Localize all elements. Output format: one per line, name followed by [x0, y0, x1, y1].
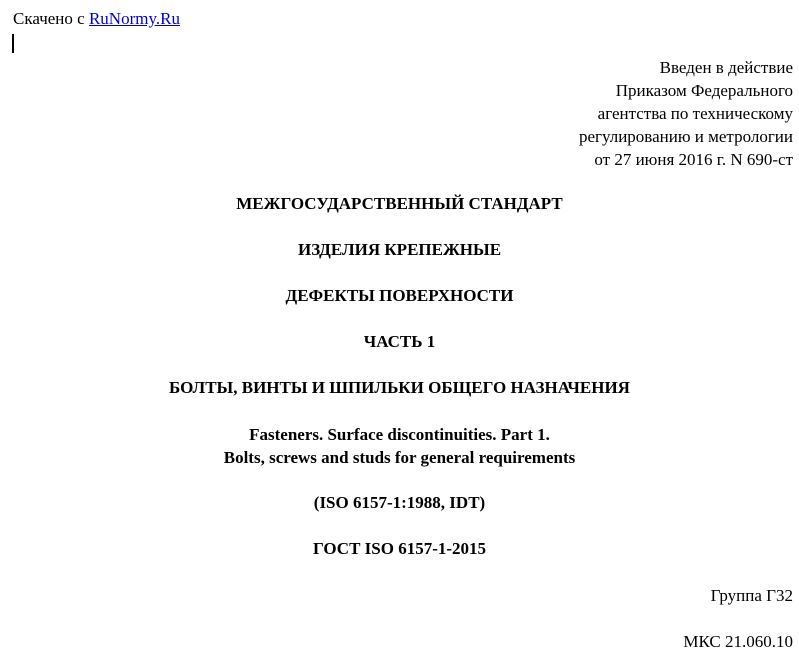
approval-line: агентства по техническому	[597, 104, 793, 123]
part-title: БОЛТЫ, ВИНТЫ И ШПИЛЬКИ ОБЩЕГО НАЗНАЧЕНИЯ	[169, 378, 630, 397]
approval-line: от 27 июня 2016 г. N 690-ст	[594, 150, 793, 169]
approval-line: Введен в действие	[659, 58, 793, 77]
standard-type-heading: МЕЖГОСУДАРСТВЕННЫЙ СТАНДАРТ	[236, 194, 563, 213]
part-heading: ЧАСТЬ 1	[363, 332, 436, 351]
source-line	[13, 9, 180, 29]
standard-subtitle: ДЕФЕКТЫ ПОВЕРХНОСТИ	[285, 286, 514, 305]
standard-title: ИЗДЕЛИЯ КРЕПЕЖНЫЕ	[297, 240, 502, 259]
approval-block	[579, 56, 793, 171]
gost-number: ГОСТ ISO 6157-1-2015	[312, 539, 487, 558]
text-cursor	[12, 34, 14, 53]
runormy-link[interactable]: RuNormy.Ru	[88, 9, 180, 28]
group-code: Группа Г32	[710, 586, 793, 605]
source-prefix: Скачено с	[13, 9, 89, 28]
approval-line: Приказом Федерального	[615, 81, 793, 100]
approval-line: регулированию и метрологии	[578, 127, 793, 146]
english-title-line-1: Fasteners. Surface discontinuities. Part 1.	[249, 425, 550, 444]
iso-reference: (ISO 6157-1:1988, IDT)	[313, 493, 486, 512]
english-title-line-2: Bolts, screws and studs for general requirements	[223, 448, 576, 467]
mks-code: МКС 21.060.10	[683, 632, 793, 651]
